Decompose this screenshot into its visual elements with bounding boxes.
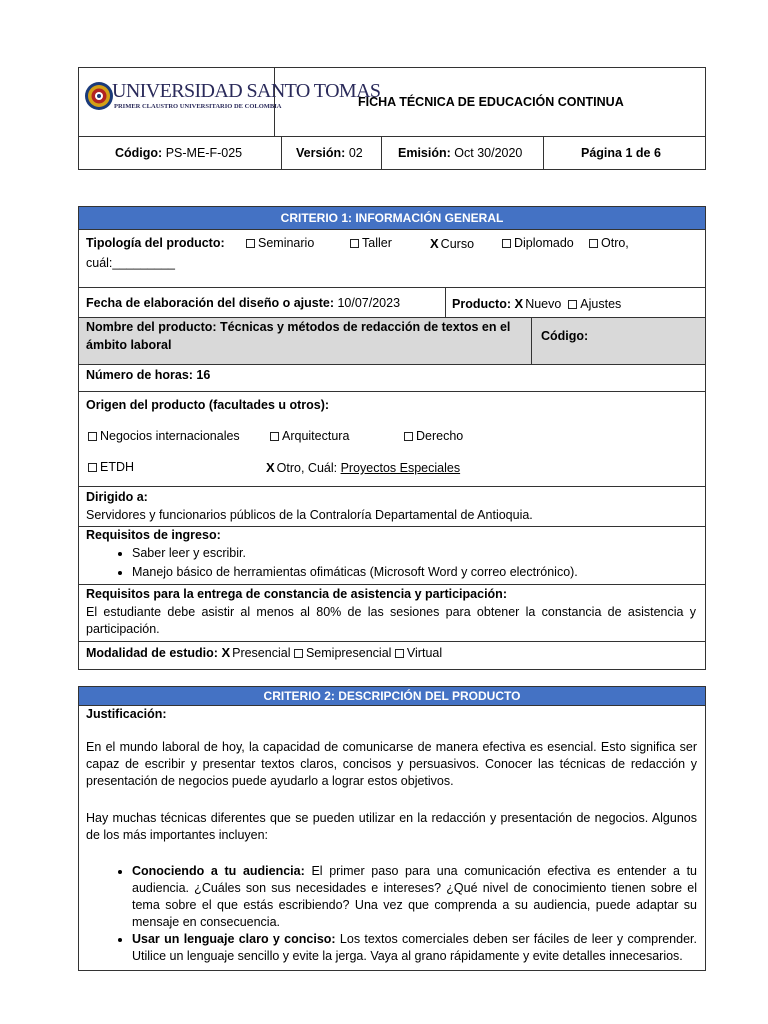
list-item: • Manejo básico de herramientas ofimáticas (Microsoft Word y correo electrónico). [132, 564, 732, 581]
tipologia-diplomado[interactable]: Diplomado [502, 236, 574, 251]
checkbox-icon [404, 432, 413, 441]
dirigido-label: Dirigido a: [86, 490, 148, 504]
nombre-codigo-label: Código: [541, 329, 589, 343]
tipologia-curso[interactable]: X Curso [430, 236, 475, 251]
tipologia-cual: cuál:_________ [86, 256, 175, 270]
list-item: • Saber leer y escribir. [132, 545, 732, 562]
criterio1-title: CRITERIO 1: INFORMACIÓN GENERAL [78, 206, 706, 230]
row-vdivider [531, 317, 532, 364]
tipologia-row: Tipología del producto: [86, 236, 225, 250]
logo-subline: PRIMER CLAUSTRO UNIVERSITARIO DE COLOMBIA [114, 103, 282, 110]
x-check-icon: X [430, 236, 439, 251]
university-logo [84, 78, 381, 122]
header-codigo: Código: PS-ME-F-025 [115, 146, 243, 160]
university-seal-icon [84, 80, 114, 112]
dirigido-value: Servidores y funcionarios públicos de la Contraloría Departamental de Antioquia. [86, 508, 533, 522]
modalidad-row: Modalidad de estudio: X Presencial Semipresencial Virtual [86, 645, 443, 660]
list-item: • Conociendo a tu audiencia: El primer paso para una comunicación efectiva es entender a tu audiencia. ¿Cuáles son sus necesidades e intereses? ¿Qué nivel de conocimiento tienen sobre el tema sobre el que estás escribiendo? Una vez que comprenda a su audiencia, puede adaptar su mensaje en consecuencia. [132, 863, 697, 931]
modalidad-semipresencial[interactable]: Semipresencial [305, 646, 392, 660]
fecha-elaboracion: Fecha de elaboración del diseño o ajuste: 10/07/2023 [86, 296, 401, 310]
justificacion-paragraph-1: En el mundo laboral de hoy, la capacidad de comunicarse de manera efectiva es esencial. Esto significa ser capaz de escribir y presentar textos claros, concisos y persuasivos. Conocer las técnicas de redacción y presentación de negocios puede ayudarlo a lograr estos objetivos. [86, 740, 697, 788]
origen-derecho[interactable]: Derecho [404, 429, 463, 444]
header-vdivider [381, 136, 382, 170]
tipologia-taller[interactable]: Taller [350, 236, 392, 251]
producto-tipo: Producto: X Nuevo Ajustes [452, 296, 622, 311]
numero-horas: Número de horas: 16 [86, 368, 211, 382]
header-vdivider [543, 136, 544, 170]
tecnicas-list [86, 863, 697, 965]
tipologia-otro[interactable]: Otro, [589, 236, 629, 251]
checkbox-icon [270, 432, 279, 441]
document-title: FICHA TÉCNICA DE EDUCACIÓN CONTINUA [358, 95, 624, 109]
header-vdivider [281, 136, 282, 170]
tipologia-seminario[interactable]: Seminario [246, 236, 314, 251]
producto-nuevo[interactable]: Nuevo [525, 297, 562, 311]
nombre-producto-line1: Nombre del producto: Técnicas y métodos de redacción de textos en el [86, 320, 511, 334]
row-divider [78, 486, 706, 487]
justificacion-label: Justificación: [86, 707, 167, 721]
constancia-value: El estudiante debe asistir al menos al 80% de las sesiones para obtener la constancia de asistencia y participación. [86, 605, 696, 636]
row-divider [78, 364, 706, 365]
checkbox-icon [88, 463, 97, 472]
checkbox-icon [589, 239, 598, 248]
row-divider [78, 391, 706, 392]
list-item: • Usar un lenguaje claro y conciso: Los textos comerciales deben ser fáciles de leer y comprender. Utilice un lenguaje sencillo y evite la jerga. Vaya al grano rápidamente y evite detalles innecesarios. [132, 931, 697, 965]
origen-etdh[interactable]: ETDH [88, 460, 134, 475]
checkbox-icon [395, 649, 404, 658]
nombre-producto-line2: ámbito laboral [86, 338, 172, 352]
producto-ajustes[interactable]: Ajustes [580, 297, 622, 311]
origen-negocios[interactable]: Negocios internacionales [88, 429, 240, 444]
requisitos-list [86, 545, 732, 581]
row-divider [78, 287, 706, 288]
origen-arquitectura[interactable]: Arquitectura [270, 429, 349, 444]
x-check-icon: X [221, 645, 231, 660]
criterio2-title: CRITERIO 2: DESCRIPCIÓN DEL PRODUCTO [78, 686, 706, 706]
header-divider [78, 136, 706, 137]
logo-name: UNIVERSIDAD SANTO TOMAS [112, 80, 381, 102]
x-check-icon: X [514, 296, 524, 311]
row-divider [78, 526, 706, 527]
header-emision: Emisión: Oct 30/2020 [398, 146, 523, 160]
header-pagina: Página 1 de 6 [581, 146, 661, 160]
checkbox-icon [350, 239, 359, 248]
row-divider [78, 584, 706, 585]
checkbox-icon [568, 300, 577, 309]
row-divider [78, 641, 706, 642]
justificacion-paragraph-2: Hay muchas técnicas diferentes que se pueden utilizar en la redacción y presentación de negocios. Algunos de los más importantes incluyen: [86, 811, 697, 842]
modalidad-presencial[interactable]: Presencial [232, 646, 291, 660]
origen-label: Origen del producto (facultades u otros): [86, 398, 330, 412]
checkbox-icon [246, 239, 255, 248]
requisitos-label: Requisitos de ingreso: [86, 528, 221, 542]
checkbox-icon [502, 239, 511, 248]
origen-otro[interactable]: X Otro, Cuál: Proyectos Especiales [266, 460, 461, 475]
checkbox-icon [88, 432, 97, 441]
row-vdivider [445, 287, 446, 317]
constancia-label: Requisitos para la entrega de constancia de asistencia y participación: [86, 587, 507, 601]
x-check-icon: X [266, 460, 275, 475]
modalidad-virtual[interactable]: Virtual [406, 646, 443, 660]
header-version: Versión: 02 [296, 146, 363, 160]
checkbox-icon [294, 649, 303, 658]
